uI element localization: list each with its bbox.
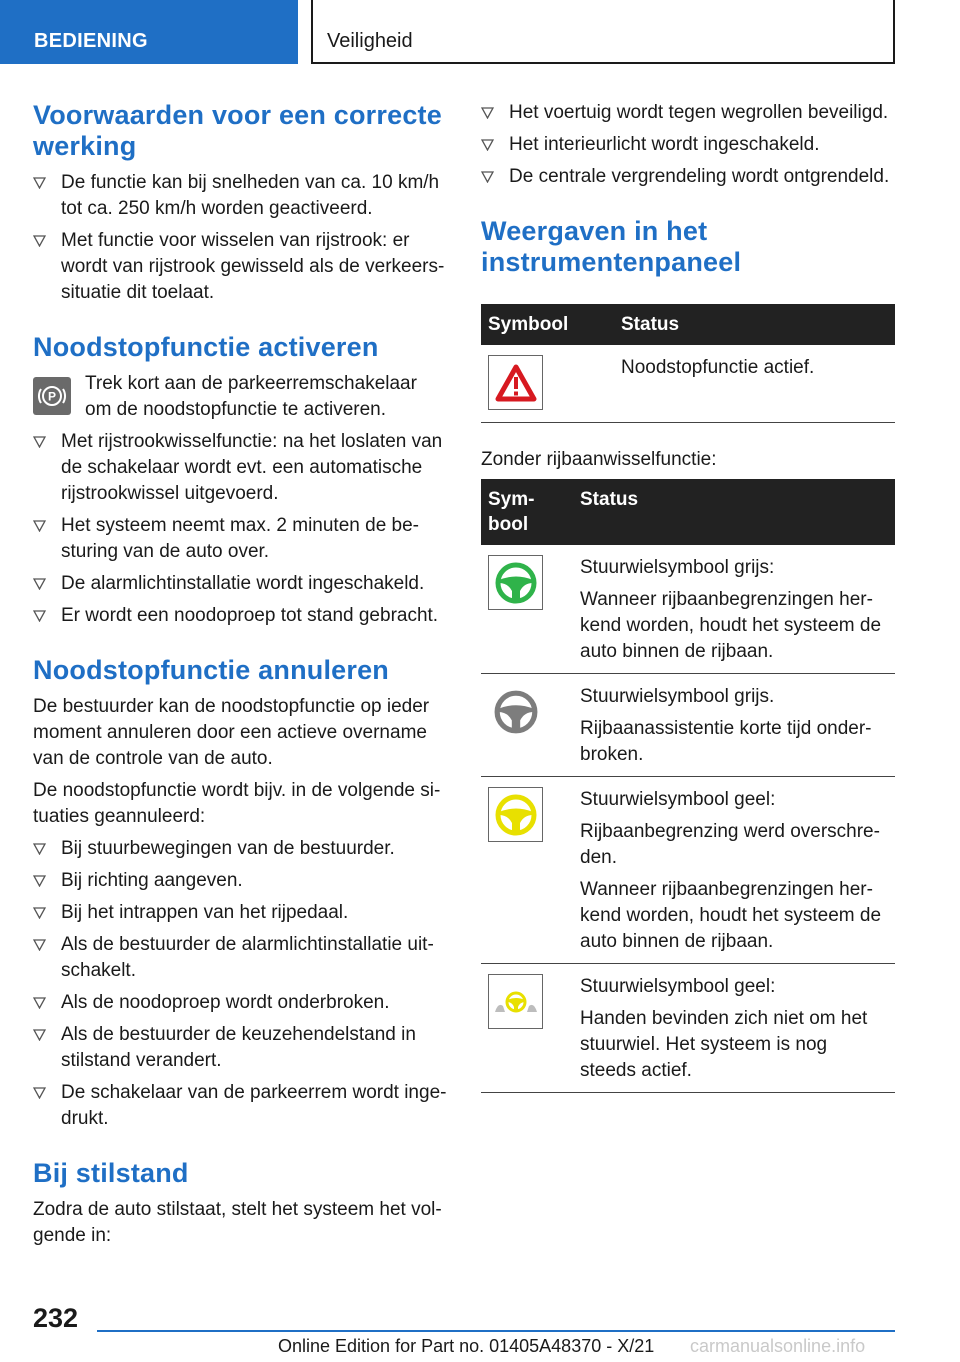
table-row (481, 777, 895, 964)
list-item (481, 100, 895, 126)
triangle-bullet-icon (33, 177, 46, 189)
triangle-bullet-icon (33, 939, 46, 951)
list-item (481, 132, 895, 158)
heading-displays: Weergaven in het instrumentenpaneel (481, 216, 742, 277)
steering-wheel-gray-icon (488, 684, 543, 739)
triangle-bullet-icon (33, 997, 46, 1009)
list-item (33, 429, 447, 507)
list-item (33, 1022, 447, 1074)
list-item-text: De schakelaar van de parkeerrem wordt inge-drukt. (61, 1082, 447, 1129)
list-item-text: Bij stuurbewegingen van de bestuurder. (61, 838, 395, 859)
list-item-text: Bij richting aangeven. (61, 870, 243, 891)
standstill-paragraph: Zodra de auto stilstaat, stelt het systeem het vol-gende in: (33, 1199, 442, 1246)
activate-instruction (33, 371, 447, 423)
triangle-bullet-icon (33, 1029, 46, 1041)
list-item-text: Er wordt een noodoproep tot stand gebracht. (61, 605, 439, 626)
list-item-text: Het interieurlicht wordt ingeschakeld. (509, 134, 820, 155)
triangle-bullet-icon (33, 520, 46, 532)
triangle-bullet-icon (481, 107, 494, 119)
steering-wheel-yellow-icon (488, 787, 543, 842)
triangle-bullet-icon (33, 436, 46, 448)
triangle-bullet-icon (33, 907, 46, 919)
list-item (481, 164, 895, 190)
activate-text: Trek kort aan de parkeerremschakelaar om de noodstopfunctie te activeren. (85, 373, 417, 420)
steering-wheel-table (481, 479, 895, 1093)
table-row (481, 345, 895, 423)
triangle-bullet-icon (481, 171, 494, 183)
status-table (481, 304, 895, 423)
list-item (33, 228, 447, 306)
list-item (33, 836, 447, 862)
table-row (481, 674, 895, 777)
parking-brake-icon (33, 377, 71, 415)
triangle-bullet-icon (33, 235, 46, 247)
triangle-bullet-icon (33, 843, 46, 855)
triangle-bullet-icon (33, 875, 46, 887)
table-cell-status: Noodstopfunctie actief. (621, 357, 815, 378)
list-item (33, 1080, 447, 1132)
standstill-list (481, 100, 895, 190)
list-item-text: De centrale vergrendeling wordt ontgrendeld. (509, 166, 890, 187)
list-item (33, 603, 447, 629)
page-number: 232 (33, 1303, 79, 1333)
list-item-text: De alarmlichtinstallatie wordt ingeschakeld. (61, 573, 425, 594)
list-item (33, 868, 447, 894)
list-item (33, 513, 447, 565)
table-header-symbol: Sym-bool (481, 479, 573, 545)
cancel-list (33, 836, 447, 1132)
triangle-bullet-icon (33, 578, 46, 590)
triangle-bullet-icon (33, 1087, 46, 1099)
footer-watermark: carmanualsonline.info (690, 1336, 866, 1356)
list-item (33, 932, 447, 984)
table-cell-status: Handen bevinden zich niet om het stuurwiel. Het systeem is nog steeds actief. (580, 1008, 868, 1081)
cancel-paragraph-1: De bestuurder kan de noodstopfunctie op ieder moment annuleren door een actieve overname van de controle van de auto. (33, 696, 430, 769)
table-header-status: Status (573, 479, 895, 545)
svg-text:P: P (47, 389, 57, 404)
steering-wheel-green-icon (488, 555, 543, 610)
triangle-bullet-icon (33, 610, 46, 622)
warning-triangle-icon (488, 355, 543, 410)
table-row (481, 545, 895, 674)
cancel-paragraph-2: De noodstopfunctie wordt bijv. in de volgende si-tuaties geannuleerd: (33, 780, 441, 827)
list-item-text: De functie kan bij snelheden van ca. 10 km/h tot ca. 250 km/h worden geactiveerd. (61, 172, 440, 219)
table-cell-status: Stuurwielsymbool geel: (580, 976, 776, 997)
table-header-status: Status (614, 304, 895, 345)
heading-activate: Noodstopfunctie activeren (33, 332, 379, 362)
table-cell-status: Stuurwielsymbool grijs. (580, 686, 775, 707)
chapter-tab: Veiligheid (311, 0, 895, 64)
conditions-list (33, 170, 447, 306)
list-item-text: Met functie voor wisselen van rijstrook: er wordt van rijstrook gewisseld als de verkeers-situatie dit toelaat. (61, 230, 445, 303)
heading-conditions: Voorwaarden voor een correcte werking (33, 100, 442, 161)
heading-standstill: Bij stilstand (33, 1158, 189, 1188)
left-column (33, 100, 447, 1255)
table-cell-status: Stuurwielsymbool geel: (580, 789, 776, 810)
table-cell-status: Wanneer rijbaanbegrenzingen her-kend worden, houdt het systeem de auto binnen de rijbaan. (580, 879, 882, 952)
list-item-text: Met rijstrookwisselfunctie: na het loslaten van de schakelaar wordt evt. een automatische rijstrookwissel uitgevoerd. (61, 431, 443, 504)
section-header: BEDIENING (0, 0, 298, 64)
list-item-text: Het systeem neemt max. 2 minuten de be-sturing van de auto over. (61, 515, 419, 562)
table-cell-status: Rijbaanbegrenzing werd overschre-den. (580, 821, 880, 868)
list-item-text: Het voertuig wordt tegen wegrollen beveiligd. (509, 102, 889, 123)
table-cell-status: Stuurwielsymbool grijs: (580, 557, 775, 578)
list-item-text: Bij het intrappen van het rijpedaal. (61, 902, 349, 923)
right-column (481, 100, 895, 1107)
list-item (33, 571, 447, 597)
list-item-text: Als de bestuurder de keuzehendelstand in stilstand verandert. (61, 1024, 416, 1071)
list-item-text: Als de noodoproep wordt onderbroken. (61, 992, 390, 1013)
activate-list (33, 429, 447, 629)
table-row (481, 964, 895, 1093)
list-item (33, 900, 447, 926)
footer-divider (97, 1330, 895, 1332)
footer-edition: Online Edition for Part no. 01405A48370 - X/21 (278, 1336, 655, 1356)
lane-change-subtitle: Zonder rijbaanwisselfunctie: (481, 449, 717, 470)
hands-off-wheel-icon (488, 974, 543, 1029)
heading-cancel: Noodstopfunctie annuleren (33, 655, 389, 685)
list-item-text: Als de bestuurder de alarmlichtinstallatie uit-schakelt. (61, 934, 434, 981)
table-cell-status: Wanneer rijbaanbegrenzingen her-kend worden, houdt het systeem de auto binnen de rijbaan. (580, 589, 882, 662)
list-item (33, 990, 447, 1016)
table-cell-status: Rijbaanassistentie korte tijd onder-broken. (580, 718, 872, 765)
triangle-bullet-icon (481, 139, 494, 151)
table-header-symbol: Symbool (481, 304, 614, 345)
list-item (33, 170, 447, 222)
